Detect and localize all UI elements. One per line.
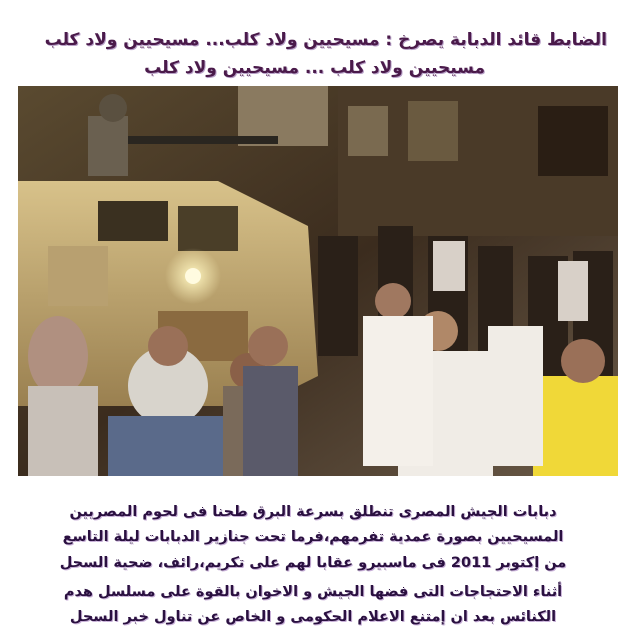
caption-line-2: المسيحيين بصورة عمدية تفرمهم،فرما تحت جنازير الدبابات ليلة التاسع (62, 529, 564, 545)
headline-line-2: مسيحيين ولاد كلب ... مسيحيين ولاد كلب (144, 58, 485, 78)
caption-line-1: دبابات الجيش المصرى تنطلق بسرعة البرق طحنا فى لحوم المصريين (69, 504, 557, 520)
street-scene-image (18, 86, 618, 476)
news-photo (18, 86, 618, 476)
caption-line-3: من إكتوبر 2011 فى ماسبيرو عقابا لهم على تكريم،رائف، ضحية السحل (59, 555, 567, 571)
headline-line-1: الضابط قائد الدبابة يصرخ : مسيحيين ولاد كلب... مسيحيين ولاد كلب (44, 30, 607, 50)
caption-line-5: الكنائس بعد ان إمتنع الاعلام الحكومى و الخاص عن تناول خبر السحل (69, 609, 557, 625)
caption-line-4: أثناء الاحتجاجات التى فضها الجيش و الاخوان بالقوة على مسلسل هدم (63, 584, 563, 600)
